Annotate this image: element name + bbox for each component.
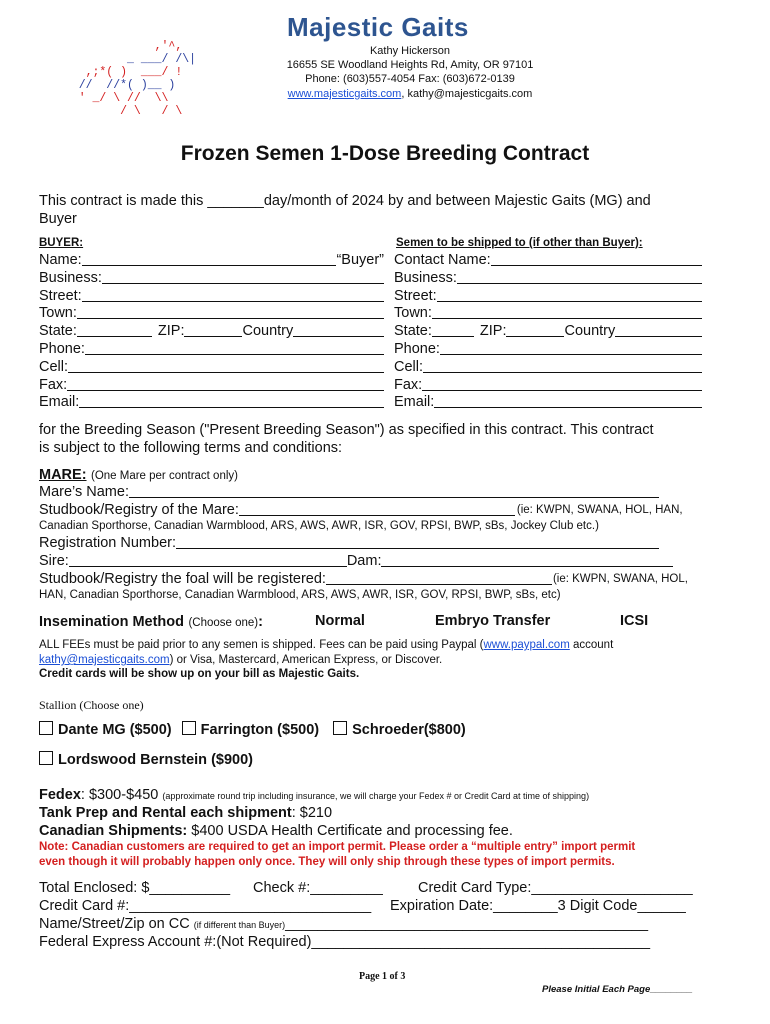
buyer-fax-line[interactable] <box>67 377 384 391</box>
buyer-street-line[interactable] <box>82 288 384 302</box>
name-on-cc-line[interactable]: _____________________________________________ <box>285 916 649 932</box>
tank-price: : $210 <box>291 805 333 821</box>
ship-street-row[interactable] <box>394 288 702 306</box>
option-normal[interactable]: Normal <box>315 613 365 629</box>
buyer-phone-line[interactable] <box>85 341 384 355</box>
buyer-business-label: Business: <box>39 269 102 286</box>
ship-phone-label: Phone: <box>394 340 440 357</box>
buyer-cell-row[interactable] <box>39 359 384 377</box>
buyer-country-label: Country <box>242 323 294 340</box>
tank-row <box>39 805 332 821</box>
buyer-town-row[interactable] <box>39 305 384 323</box>
buyer-business-line[interactable] <box>102 270 384 284</box>
insemination-choose: (Choose one) <box>188 617 259 629</box>
fees-line3: Credit cards will be show up on your bill as Majestic Gaits. <box>39 668 360 680</box>
mare-name-row[interactable] <box>39 484 659 502</box>
fedex-note: (approximate round trip including insurance, we will charge your Fedex # or Credit Card at time of shipping) <box>162 791 590 801</box>
ship-form <box>394 252 702 412</box>
buyer-name-row[interactable] <box>39 252 384 270</box>
intro-line2: Buyer <box>39 211 77 227</box>
name-on-cc-note: (if different than Buyer) <box>193 920 286 930</box>
buyer-name-label: Name: <box>39 252 82 268</box>
brand-name: Majestic Gaits <box>287 12 469 42</box>
ship-fax-row[interactable] <box>394 377 702 395</box>
tank-label: Tank Prep and Rental each shipment <box>39 805 292 821</box>
ship-town-line[interactable] <box>432 305 702 319</box>
initial-each-page: Please Initial Each Page________ <box>542 984 693 995</box>
canada-label: Canadian Shipments: <box>39 823 188 839</box>
ship-business-line[interactable] <box>457 270 702 284</box>
ship-country-label: Country <box>564 323 616 340</box>
option-icsi[interactable]: ICSI <box>620 613 649 629</box>
buyer-phone-label: Phone: <box>39 340 85 357</box>
stallion-lordswood[interactable] <box>39 752 253 768</box>
ship-cell-row[interactable] <box>394 359 702 377</box>
fedex-price: : $300-$450 <box>80 787 163 803</box>
ship-state-row[interactable] <box>394 323 702 341</box>
buyer-street-label: Street: <box>39 287 82 304</box>
buyer-email-label: Email: <box>39 394 80 411</box>
buyer-fax-row[interactable] <box>39 377 384 395</box>
stallion-farrington[interactable] <box>182 722 319 738</box>
fedex-row <box>39 787 589 803</box>
mare-studbook-line[interactable] <box>239 502 515 516</box>
foal-registry-line[interactable] <box>326 571 552 585</box>
mare-dam-line[interactable] <box>381 553 673 567</box>
ship-contact-line[interactable] <box>491 252 702 266</box>
season-line2: is subject to the following terms and conditions: <box>39 440 343 456</box>
buyer-state-label: State: <box>39 323 77 340</box>
checkbox-icon[interactable] <box>39 721 53 735</box>
mare-heading-row <box>39 466 238 484</box>
fees-text-c: ) or Visa, Mastercard, American Express, or Discover. <box>169 654 443 666</box>
stallion-dante[interactable] <box>39 722 172 738</box>
buyer-cell-label: Cell: <box>39 358 69 375</box>
web-email-line <box>250 87 570 102</box>
mare-reg-label: Registration Number: <box>39 535 176 551</box>
buyer-form <box>39 252 384 412</box>
stallion-options-row1 <box>39 721 466 738</box>
ship-town-row[interactable] <box>394 305 702 323</box>
stallion-schroeder[interactable] <box>333 722 466 738</box>
ship-zip-label: ZIP: <box>479 323 507 340</box>
ship-zip-line[interactable] <box>506 323 564 337</box>
buyer-town-line[interactable] <box>77 305 384 319</box>
ship-email-label: Email: <box>394 394 435 411</box>
buyer-cell-line[interactable] <box>68 359 384 373</box>
season-line1: for the Breeding Season ("Present Breeding Season") as specified in this contract. This contract <box>39 422 654 438</box>
credit-card-type[interactable]: Credit Card Type:____________________ <box>418 880 693 896</box>
ship-country-line[interactable] <box>615 323 702 337</box>
mare-sire-dam-row[interactable] <box>39 553 673 571</box>
buyer-email-row[interactable] <box>39 394 384 412</box>
fedex-label: Fedex <box>39 787 81 803</box>
intro-line1: This contract is made this _______day/month of 2024 by and between Majestic Gaits (MG) and <box>39 193 651 209</box>
paypal-link[interactable]: www.paypal.com <box>483 639 570 651</box>
phone-fax: Phone: (603)557-4054 Fax: (603)672-0139 <box>305 73 515 85</box>
stallion-lordswood-label: Lordswood Bernstein ($900) <box>58 752 253 768</box>
fees-text-a: ALL FEEs must be paid prior to any semen is shipped. Fees can be paid using Paypal ( <box>39 639 484 651</box>
ship-phone-row[interactable] <box>394 341 702 359</box>
buyer-zip-label: ZIP: <box>157 323 185 340</box>
ship-contact-label: Contact Name: <box>394 252 491 268</box>
fees-line1 <box>39 639 613 651</box>
buyer-tag: “Buyer” <box>336 252 384 268</box>
ship-email-line[interactable] <box>434 394 702 408</box>
contract-title: Frozen Semen 1-Dose Breeding Contract <box>180 142 590 165</box>
logo-horse-ascii: ,'^, _ ___/ /\| ,;*( ) ___/ ! // //*( )__ ) ' _/ \ // \\ / \ / \ <box>58 40 197 118</box>
ship-business-label: Business: <box>394 269 457 286</box>
buyer-email-line[interactable] <box>79 394 384 408</box>
mare-heading: MARE: <box>39 467 87 483</box>
buyer-country-line[interactable] <box>293 323 384 337</box>
fedex-account[interactable]: Federal Express Account #:(Not Required)__________________________________________ <box>39 934 651 950</box>
canada-row <box>39 823 513 839</box>
ship-fax-line[interactable] <box>422 377 702 391</box>
buyer-business-row[interactable] <box>39 270 384 288</box>
email-text: , kathy@majesticgaits.com <box>401 88 533 100</box>
mare-studbook-label: Studbook/Registry of the Mare: <box>39 502 239 518</box>
page-number: Page 1 of 3 <box>359 971 406 982</box>
mare-sire-label: Sire: <box>39 553 69 569</box>
check-number[interactable]: Check #:_________ <box>253 880 383 896</box>
checkbox-icon[interactable] <box>333 721 347 735</box>
ship-cell-line[interactable] <box>423 359 702 373</box>
ship-fax-label: Fax: <box>394 376 423 393</box>
website-link[interactable]: www.majesticgaits.com <box>287 88 402 100</box>
ship-state-label: State: <box>394 323 432 340</box>
buyer-town-label: Town: <box>39 305 77 322</box>
ship-heading: Semen to be shipped to (if other than Buyer): <box>396 237 643 249</box>
mare-note: (One Mare per contract only) <box>90 470 238 482</box>
stallion-options-row2 <box>39 751 253 768</box>
foal-registry-label: Studbook/Registry the foal will be registered: <box>39 571 326 587</box>
credit-card-number[interactable]: Credit Card #:______________________________ <box>39 898 372 914</box>
checkbox-icon[interactable] <box>39 751 53 765</box>
ship-street-line[interactable] <box>437 288 702 302</box>
buyer-fax-label: Fax: <box>39 376 68 393</box>
mare-studbook-hint2: Canadian Sporthorse, Canadian Warmblood, ARS, AWS, AWR, ISR, GOV, RPSI, BWP, sBs, Jockey Club etc.) <box>39 520 599 532</box>
buyer-zip-line[interactable] <box>184 323 242 337</box>
mare-reg-row[interactable] <box>39 535 659 553</box>
mare-reg-line[interactable] <box>176 535 659 549</box>
mare-name-line[interactable] <box>129 484 659 498</box>
ship-town-label: Town: <box>394 305 432 322</box>
insemination-label-row <box>39 613 263 631</box>
insemination-colon: : <box>258 614 263 630</box>
option-embryo-transfer[interactable]: Embryo Transfer <box>435 613 551 629</box>
checkbox-icon[interactable] <box>182 721 196 735</box>
mare-name-label: Mare’s Name: <box>39 484 129 500</box>
ship-cell-label: Cell: <box>394 358 424 375</box>
fees-text-b: account <box>569 639 614 651</box>
buyer-state-line[interactable] <box>77 323 152 337</box>
stallion-dante-label: Dante MG ($500) <box>58 722 172 738</box>
buyer-street-row[interactable] <box>39 288 384 306</box>
canada-text: $400 USDA Health Certificate and processing fee. <box>187 823 513 839</box>
total-enclosed[interactable]: Total Enclosed: $__________ <box>39 880 231 896</box>
expiration-date[interactable]: Expiration Date:________3 Digit Code______ <box>390 898 686 914</box>
ship-contact-row[interactable] <box>394 252 702 270</box>
insemination-label: Insemination Method <box>39 614 184 630</box>
foal-registry-hint: (ie: KWPN, SWANA, HOL, <box>552 573 688 585</box>
buyer-state-row[interactable] <box>39 323 384 341</box>
buyer-name-line[interactable] <box>82 252 337 266</box>
fees-line2 <box>39 654 442 666</box>
foal-registry-hint2: HAN, Canadian Sporthorse, Canadian Warmblood, ARS, AWS, AWR, ISR, GOV, RPSI, BWP, sBs, etc) <box>39 589 561 601</box>
owner-name: Kathy Hickerson <box>369 45 451 57</box>
name-on-cc-row[interactable] <box>39 916 648 932</box>
name-on-cc-label: Name/Street/Zip on CC <box>39 916 194 932</box>
address: 16655 SE Woodland Heights Rd, Amity, OR 97101 <box>286 59 534 71</box>
canada-note1: Note: Canadian customers are required to get an import permit. Please order a “multiple entry” import permit <box>39 841 636 853</box>
stallion-schroeder-label: Schroeder($800) <box>352 722 466 738</box>
ship-business-row[interactable] <box>394 270 702 288</box>
stallion-label: Stallion (Choose one) <box>39 698 144 712</box>
foal-registry-row[interactable] <box>39 571 719 589</box>
ship-phone-line[interactable] <box>440 341 702 355</box>
canada-note2: even though it will probably happen only once. They will only ship through these types of import permits. <box>39 856 615 868</box>
fees-email-link[interactable]: kathy@majesticgaits.com <box>39 654 170 666</box>
mare-studbook-hint: (ie: KWPN, SWANA, HOL, HAN, <box>516 504 683 516</box>
buyer-heading: BUYER: <box>39 237 84 249</box>
mare-dam-label: Dam: <box>346 553 382 569</box>
stallion-farrington-label: Farrington ($500) <box>200 722 320 738</box>
buyer-phone-row[interactable] <box>39 341 384 359</box>
mare-studbook-row[interactable] <box>39 502 704 520</box>
mare-sire-line[interactable] <box>69 553 347 567</box>
ship-email-row[interactable] <box>394 394 702 412</box>
ship-street-label: Street: <box>394 287 437 304</box>
ship-state-line[interactable] <box>432 323 474 337</box>
